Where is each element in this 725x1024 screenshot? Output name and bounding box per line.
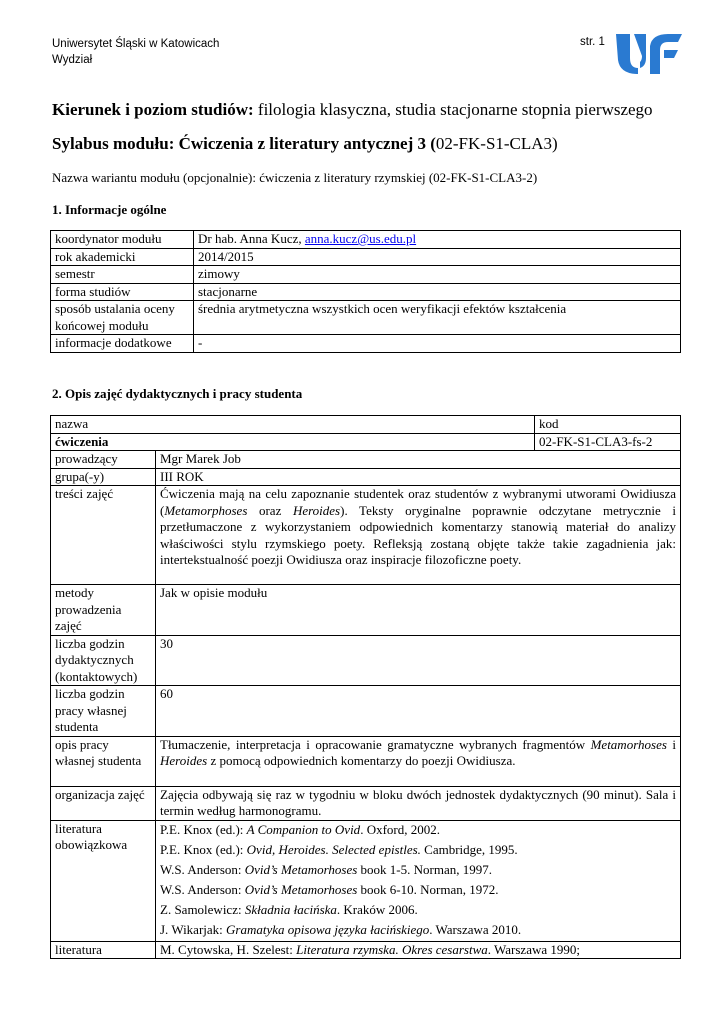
content-text: Ćwiczenia mają na celu zapoznanie studentek oraz studentów z wybranymi utworami Owidiusza ( xyxy=(160,486,676,518)
table-row xyxy=(51,231,681,249)
field-label: Kierunek i poziom studiów: xyxy=(52,100,254,119)
table-row xyxy=(51,786,681,820)
own-work-title: Metamorhoses xyxy=(590,736,667,752)
form-label: forma studiów xyxy=(51,283,194,301)
literature2-label: literatura xyxy=(51,941,156,959)
page-number: str. 1 xyxy=(580,36,605,48)
literature2-value xyxy=(156,941,681,959)
table-row xyxy=(51,585,681,636)
group-label: grupa(-y) xyxy=(51,468,156,486)
table-row xyxy=(51,301,681,335)
name-label: nazwa xyxy=(51,416,535,434)
own-hours-label: liczba godzin pracy własnej studenta xyxy=(51,686,156,737)
literature-list xyxy=(156,820,681,941)
coordinator-name: Dr hab. Anna Kucz, xyxy=(198,231,305,246)
methods-value: Jak w opisie modułu xyxy=(156,585,681,636)
lit-title: Literatura rzymska. Okres cesarstwa xyxy=(296,941,488,957)
table-row xyxy=(51,686,681,737)
list-item xyxy=(160,841,676,858)
variant-name: Nazwa wariantu modułu (opcjonalnie): ćwiczenia z literatury rzymskiej (02-FK-S1-CLA3-2) xyxy=(52,170,538,185)
course-description-table xyxy=(50,415,681,959)
lit-pub: . Kraków 2006. xyxy=(336,901,418,917)
hours-label: liczba godzin dydaktycznych (kontaktowych) xyxy=(51,635,156,686)
methods-label: metody prowadzenia zajęć xyxy=(51,585,156,636)
lit-pub: . Oxford, 2002. xyxy=(360,821,440,837)
info-label: informacje dodatkowe xyxy=(51,335,194,353)
document-header xyxy=(52,36,219,68)
lit-title: Składnia łacińska xyxy=(244,901,337,917)
lit-pub: . Warszawa 2010. xyxy=(429,921,522,937)
coordinator-email-link[interactable]: anna.kucz@us.edu.pl xyxy=(304,231,417,246)
grading-value: średnia arytmetyczna wszystkich ocen weryfikacji efektów kształcenia xyxy=(194,301,681,335)
table-row xyxy=(51,283,681,301)
code-label: kod xyxy=(535,416,681,434)
own-work-text: Tłumaczenie, interpretacja i opracowanie gramatyczne wybranych fragmentów xyxy=(160,736,591,752)
hours-value: 30 xyxy=(156,635,681,686)
section1-heading: 1. Informacje ogólne xyxy=(52,202,167,217)
table-row xyxy=(51,486,681,585)
table-row xyxy=(51,248,681,266)
university-logo-icon xyxy=(612,28,684,78)
content-title: Heroides xyxy=(292,502,341,518)
table-row xyxy=(51,468,681,486)
field-value: filologia klasyczna, studia stacjonarne stopnia pierwszego xyxy=(257,100,653,119)
table-row xyxy=(51,736,681,786)
content-label: treści zajęć xyxy=(51,486,156,585)
coordinator-value xyxy=(194,231,681,249)
group-value: III ROK xyxy=(156,468,681,486)
university-name: Uniwersytet Śląski w Katowicach xyxy=(52,38,220,50)
form-value: stacjonarne xyxy=(194,283,681,301)
table-row xyxy=(51,451,681,469)
table-row xyxy=(51,635,681,686)
own-work-text: z pomocą odpowiednich komentarzy do poezji Owidiusza. xyxy=(207,753,516,768)
code-value: 02-FK-S1-CLA3-fs-2 xyxy=(535,433,681,451)
module-title xyxy=(52,134,558,154)
lit-author: W.S. Anderson: xyxy=(160,881,245,897)
org-label: organizacja zajęć xyxy=(51,786,156,820)
coordinator-label: koordynator modułu xyxy=(51,231,194,249)
table-row xyxy=(51,820,681,941)
section2-heading: 2. Opis zajęć dydaktycznych i pracy studenta xyxy=(52,386,303,401)
content-title: Metamorphoses xyxy=(164,502,248,518)
name-value: ćwiczenia xyxy=(51,433,535,451)
field-of-study xyxy=(52,100,653,120)
table-row xyxy=(51,433,681,451)
table-row xyxy=(51,335,681,353)
own-hours-value: 60 xyxy=(156,686,681,737)
lit-pub: Cambridge, 1995. xyxy=(420,841,518,857)
lit-author: J. Wikarjak: xyxy=(160,921,227,937)
lit-pub: book 1-5. Norman, 1997. xyxy=(357,861,492,877)
year-label: rok akademicki xyxy=(51,248,194,266)
instructor-label: prowadzący xyxy=(51,451,156,469)
lit-author: M. Cytowska, H. Szelest: xyxy=(160,941,297,957)
lit-title: Ovid, Heroides. Selected epistles. xyxy=(246,841,421,857)
own-work-title: Heroides xyxy=(160,753,208,768)
list-item xyxy=(160,861,676,878)
list-item xyxy=(160,881,676,898)
content-value xyxy=(156,486,681,585)
info-value: - xyxy=(194,335,681,353)
literature-label: literatura obowiązkowa xyxy=(51,820,156,941)
content-text: oraz xyxy=(247,502,293,518)
lit-author: W.S. Anderson: xyxy=(160,861,245,877)
list-item xyxy=(160,821,676,838)
org-value: Zajęcia odbywają się raz w tygodniu w bloku dwóch jednostek dydaktycznych (90 minut). Sala i termin według harmonogramu. xyxy=(156,786,681,820)
lit-title: Ovid’s Metamorhoses xyxy=(244,881,358,897)
lit-author: P.E. Knox (ed.): xyxy=(160,821,247,837)
lit-title: A Companion to Ovid xyxy=(246,821,361,837)
faculty-name: Wydział xyxy=(52,54,93,66)
table-row xyxy=(51,941,681,959)
general-info-table xyxy=(50,230,681,353)
semester-value: zimowy xyxy=(194,266,681,284)
module-label: Sylabus modułu: Ćwiczenia z literatury antycznej 3 ( xyxy=(52,134,436,153)
own-work-value xyxy=(156,736,681,786)
grading-label: sposób ustalania oceny końcowej modułu xyxy=(51,301,194,335)
lit-title: Gramatyka opisowa języka łacińskiego xyxy=(226,921,430,937)
list-item xyxy=(160,901,676,918)
semester-label: semestr xyxy=(51,266,194,284)
content-text: ). Teksty oryginalne poprawnie odczytane metrycznie i przetłumaczone z wykorzystaniem odpowiednich komentarzy stanowią materiał do analizy właściwości stylu rzymskiego poety. Refleksją zostaną objęte także takie zagadnienia jak: intertekstualność poezji Owidiusza oraz inspiracje filozoficzne poety. xyxy=(160,502,676,567)
own-work-label: opis pracy własnej studenta xyxy=(51,736,156,786)
lit-author: Z. Samolewicz: xyxy=(160,901,245,917)
table-row xyxy=(51,266,681,284)
lit-pub: . Warszawa 1990; xyxy=(487,941,580,957)
instructor-value: Mgr Marek Job xyxy=(156,451,681,469)
lit-author: P.E. Knox (ed.): xyxy=(160,841,247,857)
list-item xyxy=(160,921,676,938)
lit-title: Ovid’s Metamorhoses xyxy=(244,861,358,877)
year-value: 2014/2015 xyxy=(194,248,681,266)
lit-pub: book 6-10. Norman, 1972. xyxy=(357,881,499,897)
table-row xyxy=(51,416,681,434)
module-code: 02-FK-S1-CLA3) xyxy=(435,134,558,153)
own-work-text: i xyxy=(666,736,676,752)
